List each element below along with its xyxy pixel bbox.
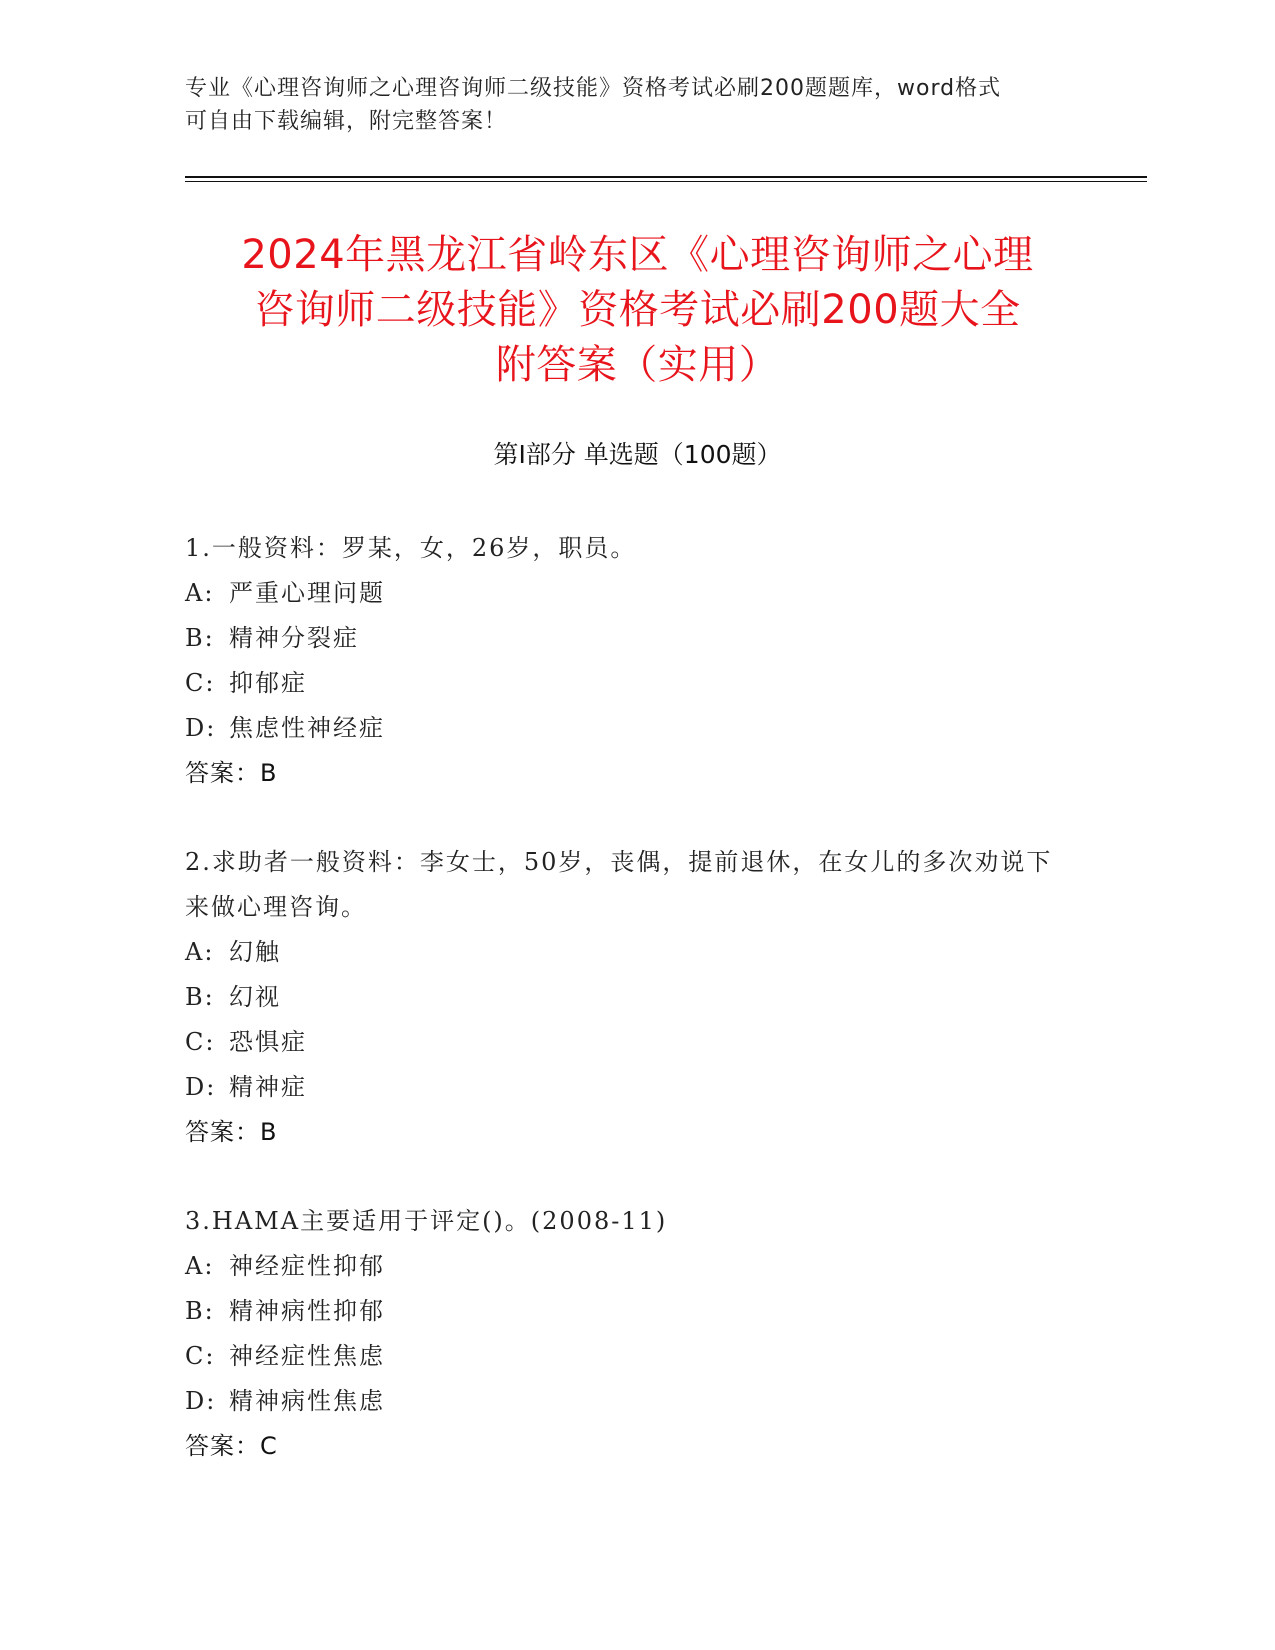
option-key: B: — [185, 1297, 215, 1325]
option-key: D: — [185, 1073, 217, 1101]
question-stem: 2.求助者一般资料：李女士，50岁，丧偶，提前退休，在女儿的多次劝说下来做心理咨询。 — [185, 848, 1053, 921]
option-text: 焦虑性神经症 — [229, 714, 385, 742]
option-key: C: — [185, 1342, 216, 1370]
question-stem: 3.HAMA主要适用于评定()。(2008-11) — [185, 1207, 668, 1235]
option-text: 神经症性抑郁 — [229, 1252, 385, 1280]
option-c — [185, 1334, 1065, 1379]
header-note-line2: 可自由下载编辑，附完整答案！ — [185, 109, 508, 134]
option-a — [185, 930, 1065, 975]
document-title-line3: 附答案（实用） — [495, 342, 780, 388]
answer: 答案：B — [185, 1118, 278, 1146]
option-a — [185, 571, 1065, 616]
option-key: C: — [185, 1028, 216, 1056]
option-c — [185, 661, 1065, 706]
option-d — [185, 1065, 1065, 1110]
question-stem: 1.一般资料：罗某，女，26岁，职员。 — [185, 534, 637, 562]
option-text: 神经症性焦虑 — [229, 1342, 385, 1370]
document-title-line1: 2024年黑龙江省岭东区《心理咨询师之心理 — [241, 232, 1034, 278]
document-title — [150, 228, 1125, 393]
option-text: 幻视 — [229, 983, 281, 1011]
option-d — [185, 1379, 1065, 1424]
question-list — [185, 526, 1065, 1513]
option-text: 精神病性抑郁 — [229, 1297, 385, 1325]
option-text: 精神症 — [229, 1073, 307, 1101]
option-key: B: — [185, 983, 215, 1011]
option-b — [185, 616, 1065, 661]
option-c — [185, 1020, 1065, 1065]
option-b — [185, 1289, 1065, 1334]
question-item — [185, 526, 1065, 796]
option-key: D: — [185, 1387, 217, 1415]
option-text: 精神病性焦虑 — [229, 1387, 385, 1415]
option-key: A: — [185, 1252, 215, 1280]
header-divider-thick — [185, 176, 1147, 178]
option-a — [185, 1244, 1065, 1289]
option-key: A: — [185, 579, 215, 607]
section-title: 第Ⅰ部分 单选题（100题） — [493, 440, 782, 469]
option-key: C: — [185, 669, 216, 697]
question-item — [185, 840, 1065, 1155]
answer: 答案：B — [185, 759, 278, 787]
question-item — [185, 1199, 1065, 1469]
header-note-line1: 专业《心理咨询师之心理咨询师二级技能》资格考试必刷200题题库，word格式 — [185, 76, 1002, 101]
option-text: 抑郁症 — [229, 669, 307, 697]
document-title-line2: 咨询师二级技能》资格考试必刷200题大全 — [254, 287, 1021, 333]
header-divider-thin — [185, 181, 1147, 182]
option-b — [185, 975, 1065, 1020]
option-text: 幻触 — [229, 938, 281, 966]
answer: 答案：C — [185, 1432, 278, 1460]
option-key: A: — [185, 938, 215, 966]
header-note — [185, 72, 1065, 138]
option-text: 精神分裂症 — [229, 624, 359, 652]
option-key: D: — [185, 714, 217, 742]
option-key: B: — [185, 624, 215, 652]
option-text: 恐惧症 — [229, 1028, 307, 1056]
option-d — [185, 706, 1065, 751]
option-text: 严重心理问题 — [229, 579, 385, 607]
